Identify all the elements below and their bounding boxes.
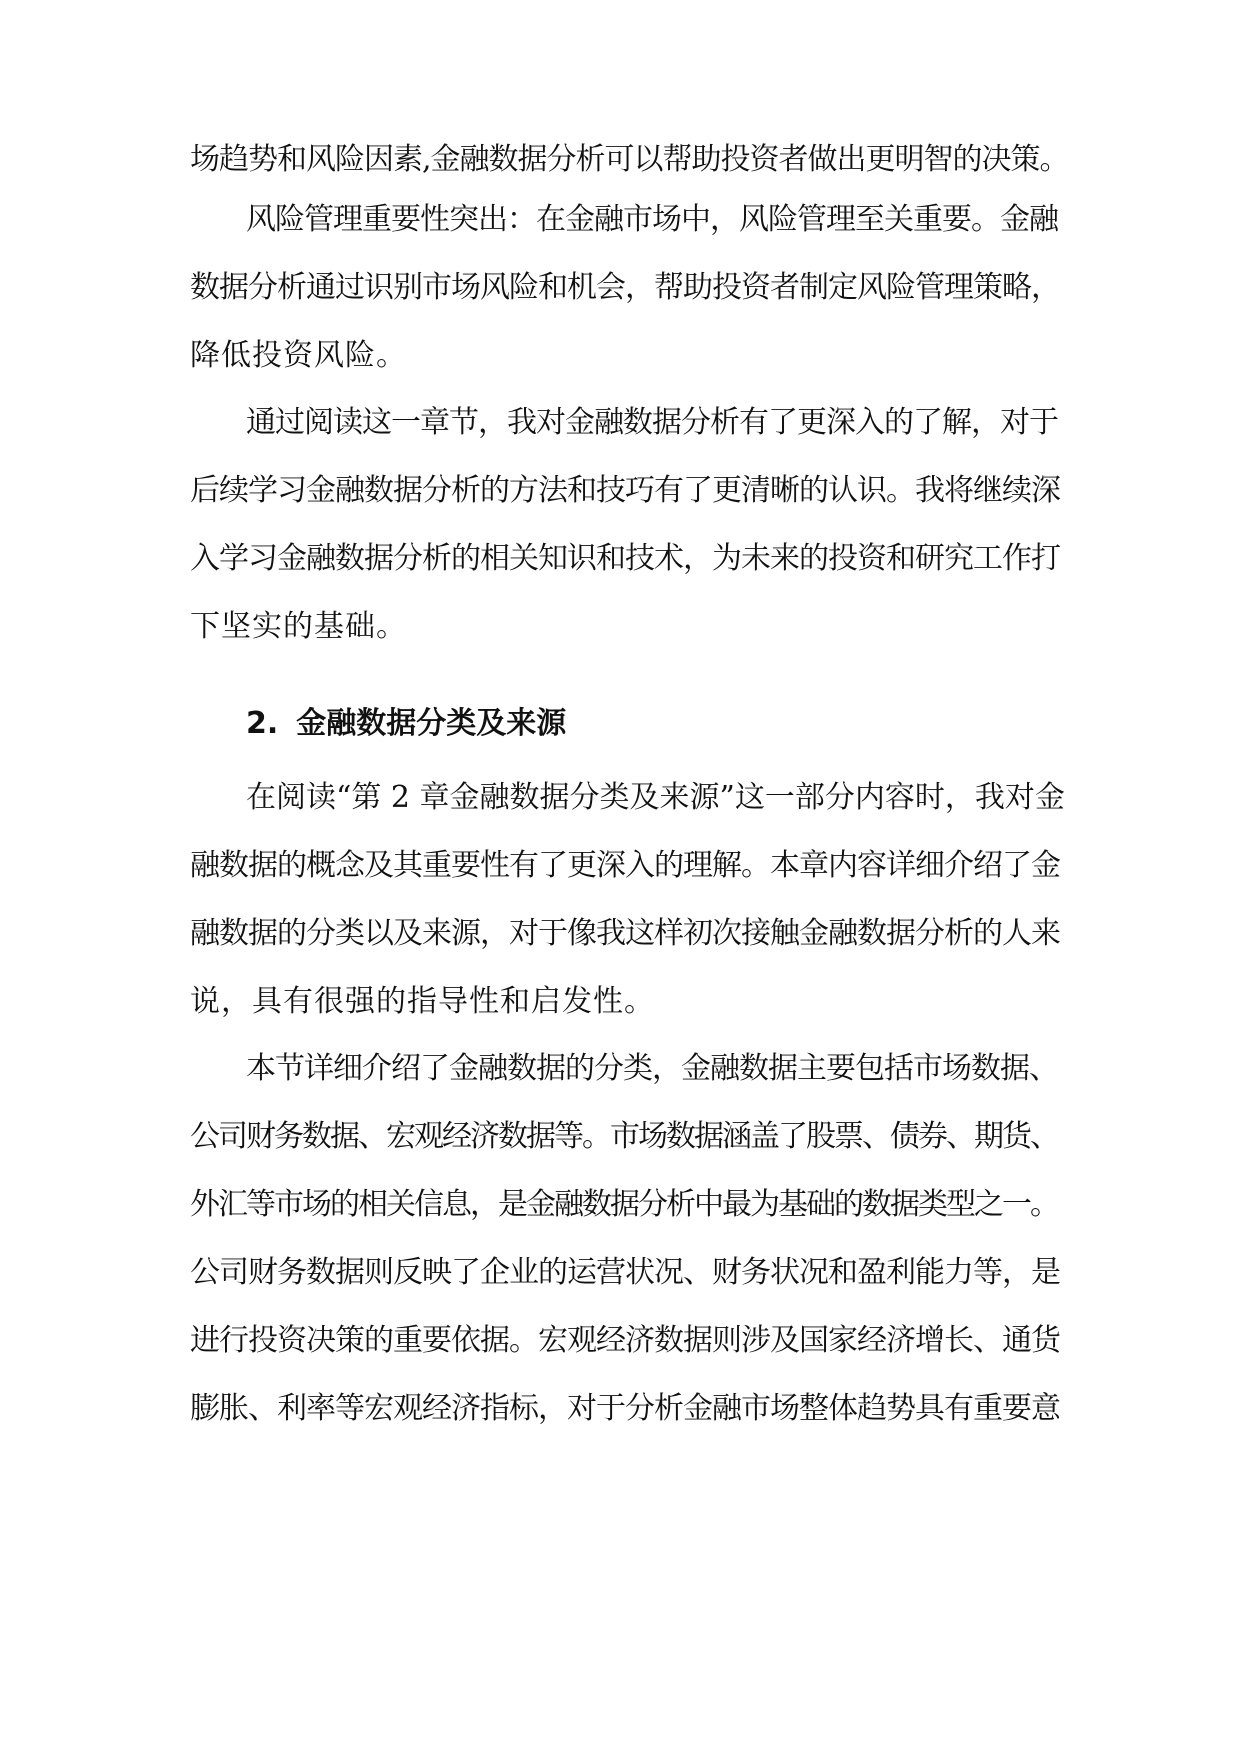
- paragraph-line: 在阅读“第 2 章金融数据分类及来源”这一部分内容时，我对金: [246, 780, 1065, 815]
- paragraph-line: 风险管理重要性突出：在金融市场中，风险管理至关重要。金融: [246, 202, 1058, 237]
- paragraph-line: 进行投资决策的重要依据。宏观经济数据则涉及国家经济增长、通货: [190, 1323, 1060, 1358]
- section-heading: [246, 704, 566, 744]
- paragraph-line: 公司财务数据、宏观经济数据等。市场数据涵盖了股票、债券、期货、: [190, 1119, 1058, 1154]
- paragraph-line: 入学习金融数据分析的相关知识和技术，为未来的投资和研究工作打: [190, 541, 1060, 576]
- paragraph-line: 降低投资风险。: [190, 338, 407, 373]
- paragraph-line: 下坚实的基础。: [190, 609, 407, 644]
- paragraph-line: 融数据的分类以及来源，对于像我这样初次接触金融数据分析的人来: [190, 916, 1060, 951]
- paragraph-line: 公司财务数据则反映了企业的运营状况、财务状况和盈利能力等，是: [190, 1255, 1060, 1290]
- paragraph-line: 说，具有很强的指导性和启发性。: [190, 984, 655, 1019]
- paragraph-line: 通过阅读这一章节，我对金融数据分析有了更深入的了解，对于: [246, 405, 1058, 440]
- paragraph-line: 融数据的概念及其重要性有了更深入的理解。本章内容详细介绍了金: [190, 848, 1060, 883]
- paragraph-line: 场趋势和风险因素,金融数据分析可以帮助投资者做出更明智的决策。: [190, 142, 1069, 177]
- section-number: 2.: [246, 706, 279, 741]
- paragraph-line: 本节详细介绍了金融数据的分类，金融数据主要包括市场数据、: [246, 1051, 1058, 1086]
- paragraph-line: 膨胀、利率等宏观经济指标，对于分析金融市场整体趋势具有重要意: [190, 1391, 1060, 1426]
- paragraph-line: 后续学习金融数据分析的方法和技巧有了更清晰的认识。我将继续深: [190, 473, 1060, 508]
- section-title: 金融数据分类及来源: [296, 706, 567, 741]
- paragraph-line: 外汇等市场的相关信息，是金融数据分析中最为基础的数据类型之一。: [190, 1187, 1058, 1222]
- paragraph-line: 数据分析通过识别市场风险和机会，帮助投资者制定风险管理策略，: [190, 270, 1060, 305]
